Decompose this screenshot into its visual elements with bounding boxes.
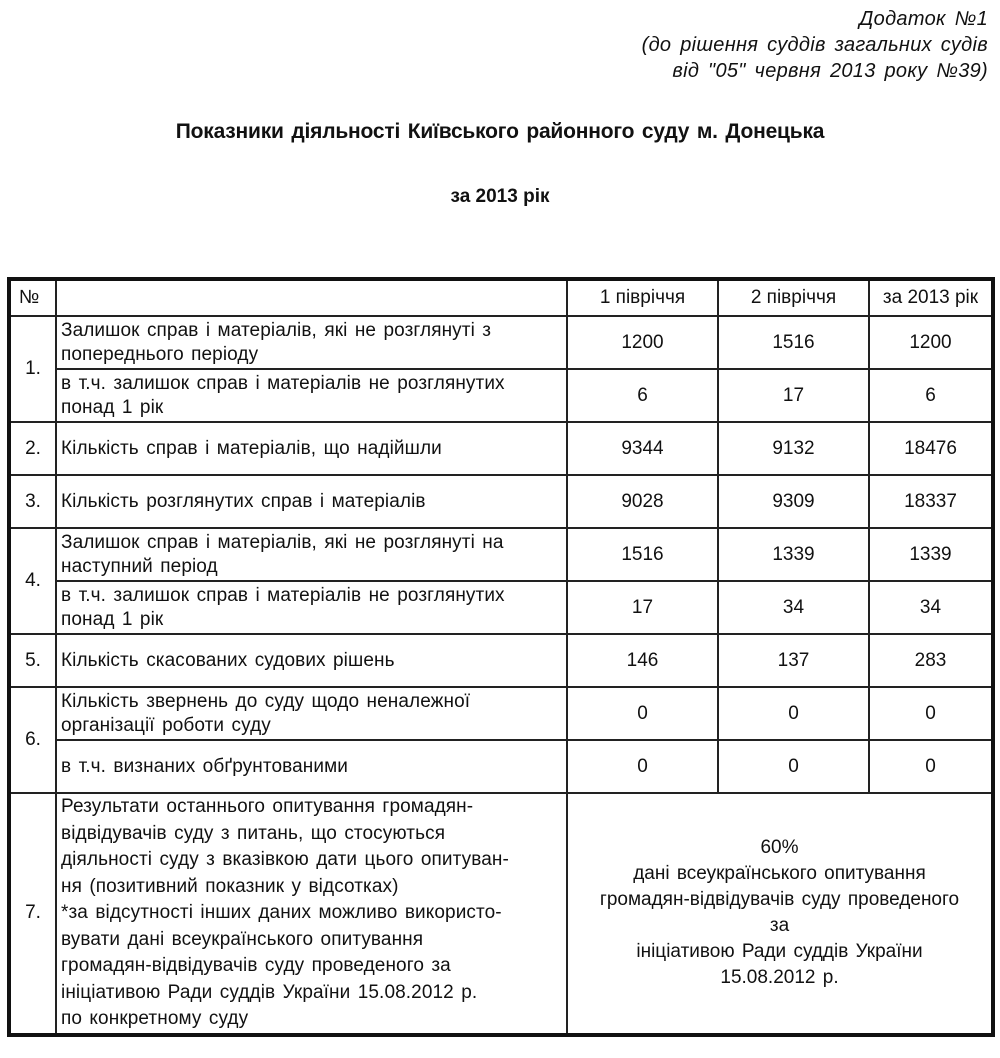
survey-percentage: 60% [760,837,799,859]
table-row [9,687,993,740]
survey-note-line: громадян-відвідувачів суду проведеного [599,889,960,911]
survey-note-line: ініціативою Ради суддів України [636,941,923,963]
description-line: Кількість звернень до суду щодо неналежної [61,690,471,712]
row-description [56,793,567,1035]
survey-note-line: 15.08.2012 р. [720,967,839,989]
description-line: наступний період [61,555,218,577]
row-description [56,687,567,740]
value-year: 18337 [869,475,993,528]
value-half-1: 146 [567,634,718,687]
row-number: 7. [9,793,56,1035]
description-line: попереднього періоду [61,343,259,365]
indicators-table [7,277,995,1037]
value-half-1: 1516 [567,528,718,581]
description-line: ініціативою Ради суддів України 15.08.2012 р. [61,981,478,1003]
annex-line-2: (до рішення суддів загальних судів [641,34,988,56]
description-line: вувати дані всеукраїнського опитування [61,928,424,950]
value-year: 18476 [869,422,993,475]
description-line: в т.ч. залишок справ і матеріалів не розглянутих [61,584,505,606]
header-number: № [9,279,56,316]
description-line: Кількість справ і матеріалів, що надійшли [61,437,442,459]
row-number: 5. [9,634,56,687]
value-half-1: 6 [567,369,718,422]
document-subtitle: за 2013 рік [450,186,550,207]
description-line: організації роботи суду [61,714,271,736]
value-half-2: 17 [718,369,869,422]
row-description [56,634,567,687]
value-half-2: 1516 [718,316,869,369]
description-line: *за відсутності інших даних можливо використо- [61,902,502,923]
annex-note [642,6,988,84]
value-half-1: 17 [567,581,718,634]
survey-note-line: дані всеукраїнського опитування [633,863,926,885]
value-half-2: 34 [718,581,869,634]
document-title: Показники діяльності Київського районного суду м. Донецька [175,120,825,143]
value-year: 0 [869,740,993,793]
row-number: 1. [9,316,56,422]
description-line: Результати останнього опитування громадян- [61,796,474,817]
value-half-1: 0 [567,740,718,793]
value-year: 283 [869,634,993,687]
survey-result [567,793,993,1035]
value-half-2: 9132 [718,422,869,475]
table-row [9,422,993,475]
description-line: по конкретному суду [61,1008,249,1029]
table-row [9,369,993,422]
value-half-1: 9028 [567,475,718,528]
description-line: ня (позитивний показник у відсотках) [61,875,399,897]
description-line: понад 1 рік [61,396,164,418]
value-half-2: 1339 [718,528,869,581]
row-description [56,422,567,475]
annex-line-1: Додаток №1 [859,8,988,30]
header-description [56,279,567,316]
description-line: діяльності суду з вказівкою дати цього опитуван- [61,849,509,870]
value-half-1: 1200 [567,316,718,369]
description-line: в т.ч. визнаних обґрунтованими [61,755,348,777]
description-line: відвідувачів суду з питань, що стосуються [61,822,446,844]
header-year: за 2013 рік [869,279,993,316]
description-line: Кількість скасованих судових рішень [61,649,395,671]
row-description [56,581,567,634]
value-year: 1339 [869,528,993,581]
description-line: громадян-відвідувачів суду проведеного за [61,955,451,976]
table-row [9,581,993,634]
value-half-2: 137 [718,634,869,687]
row-description [56,528,567,581]
value-half-2: 9309 [718,475,869,528]
table-row [9,740,993,793]
description-line: Залишок справ і матеріалів, які не розглянуті з [61,319,492,341]
value-half-2: 0 [718,687,869,740]
description-line: Залишок справ і матеріалів, які не розглянуті на [61,531,504,553]
table-row-survey [9,793,993,1035]
description-line: Кількість розглянутих справ і матеріалів [61,490,426,512]
value-year: 34 [869,581,993,634]
table-row [9,634,993,687]
row-number: 4. [9,528,56,634]
table-row [9,528,993,581]
row-description [56,369,567,422]
row-number: 6. [9,687,56,793]
value-year: 1200 [869,316,993,369]
row-description [56,475,567,528]
value-year: 0 [869,687,993,740]
description-line: понад 1 рік [61,608,164,630]
header-half-2: 2 півріччя [718,279,869,316]
value-year: 6 [869,369,993,422]
header-half-1: 1 півріччя [567,279,718,316]
annex-line-3: від "05" червня 2013 року №39) [672,60,988,82]
survey-note-line: за [769,915,790,937]
table-row [9,316,993,369]
row-number: 3. [9,475,56,528]
value-half-1: 9344 [567,422,718,475]
row-description [56,316,567,369]
row-number: 2. [9,422,56,475]
table-header-row [9,279,993,316]
row-description [56,740,567,793]
value-half-1: 0 [567,687,718,740]
description-line: в т.ч. залишок справ і матеріалів не розглянутих [61,372,505,394]
value-half-2: 0 [718,740,869,793]
table-row [9,475,993,528]
